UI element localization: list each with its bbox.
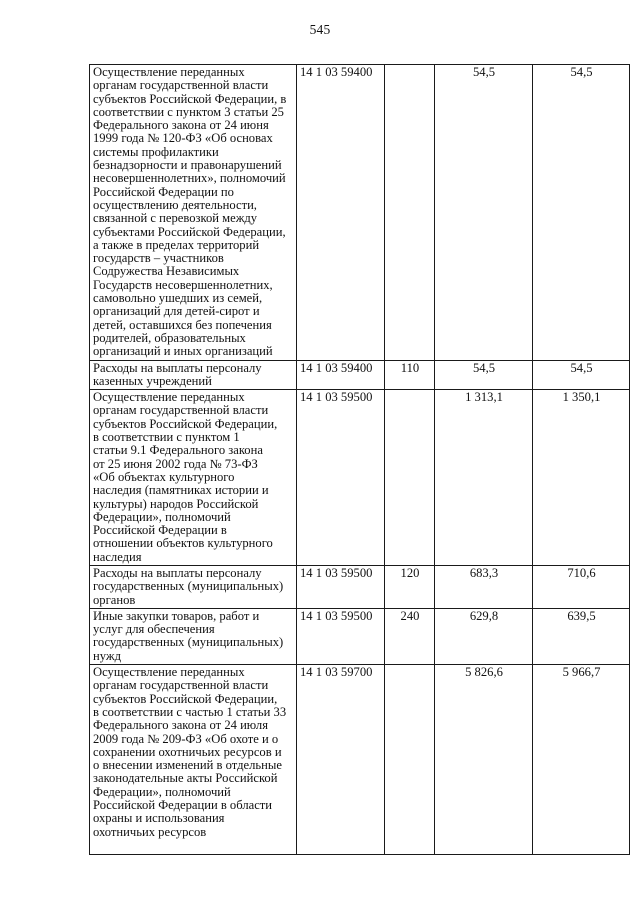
description-line: Российской Федерации в (93, 523, 227, 538)
description-line: Иные закупки товаров, работ и (93, 608, 260, 623)
row-description (90, 608, 297, 664)
description-line: охотничьих ресурсов (93, 824, 207, 839)
description-line: охраны и использования (93, 811, 225, 826)
budget-table (89, 64, 630, 855)
description-line: субъектов Российской Федерации, (93, 416, 278, 431)
target-item-code: 14 1 03 59500 (297, 565, 385, 608)
description-line: нужд (93, 648, 121, 663)
expense-type-code (385, 390, 435, 566)
description-line: осуществлению деятельности, (93, 197, 257, 212)
description-line: Федерации», полномочий (93, 784, 231, 799)
target-item-code: 14 1 03 59700 (297, 665, 385, 855)
amount-first-year: 54,5 (435, 65, 533, 361)
amount-second-year: 710,6 (533, 565, 630, 608)
description-line: Осуществление переданных (93, 65, 245, 79)
description-line: казенных учреждений (93, 373, 212, 388)
description-line: законодательные акты Российской (93, 771, 278, 786)
amount-first-year: 1 313,1 (435, 390, 533, 566)
description-line: органам государственной власти (93, 403, 269, 418)
description-line: наследия (93, 549, 142, 564)
table-row (90, 65, 630, 361)
description-line: субъектами Российской Федерации, (93, 224, 286, 239)
description-line: культуры) народов Российской (93, 496, 259, 511)
row-description (90, 65, 297, 361)
amount-second-year: 54,5 (533, 65, 630, 361)
description-line: субъектов Российской Федерации, (93, 691, 278, 706)
row-description (90, 565, 297, 608)
description-line: органам государственной власти (93, 78, 269, 93)
amount-first-year: 629,8 (435, 608, 533, 664)
description-line: Российской Федерации по (93, 184, 234, 199)
description-line: Федерального закона от 24 июня (93, 118, 269, 133)
target-item-code: 14 1 03 59400 (297, 360, 385, 390)
target-item-code: 14 1 03 59500 (297, 608, 385, 664)
description-line: Федерального закона от 24 июля (93, 718, 268, 733)
expense-type-code: 120 (385, 565, 435, 608)
description-line: органам государственной власти (93, 678, 269, 693)
expense-type-code: 240 (385, 608, 435, 664)
description-line: организаций и иных организаций (93, 344, 273, 359)
description-line: системы профилактики (93, 144, 219, 159)
description-line: государственных (муниципальных) (93, 635, 284, 650)
row-description (90, 665, 297, 855)
expense-type-code (385, 65, 435, 361)
amount-second-year: 5 966,7 (533, 665, 630, 855)
description-line: детей, оставшихся без попечения (93, 317, 272, 332)
description-line: в соответствии с частью 1 статьи 33 (93, 704, 287, 719)
description-line: наследия (памятниках истории и (93, 483, 269, 498)
description-line: «Об объектах культурного (93, 469, 235, 484)
description-line: о внесении изменений в отдельные (93, 758, 282, 773)
amount-second-year: 1 350,1 (533, 390, 630, 566)
page-number: 545 (309, 22, 331, 37)
expense-type-code (385, 665, 435, 855)
description-line: а также в пределах территорий (93, 237, 260, 252)
row-description (90, 360, 297, 390)
description-line: Расходы на выплаты персоналу (93, 360, 262, 375)
description-line: Федерации», полномочий (93, 509, 231, 524)
description-line: отношении объектов культурного (93, 536, 273, 551)
description-line: соответствии с пунктом 3 статьи 25 (93, 104, 284, 119)
description-line: родителей, образовательных (93, 330, 246, 345)
description-line: органов (93, 592, 136, 607)
description-line: в соответствии с пунктом 1 (93, 430, 240, 445)
description-line: безнадзорности и правонарушений (93, 158, 282, 173)
description-line: Содружества Независимых (93, 264, 240, 279)
description-line: связанной с перевозкой между (93, 211, 258, 226)
table-row (90, 565, 630, 608)
description-line: субъектов Российской Федерации, в (93, 91, 287, 106)
expense-type-code: 110 (385, 360, 435, 390)
amount-first-year: 54,5 (435, 360, 533, 390)
description-line: государственных (муниципальных) (93, 579, 284, 594)
amount-second-year: 54,5 (533, 360, 630, 390)
description-line: 2009 года № 209-ФЗ «Об охоте и о (93, 731, 279, 746)
amount-first-year: 683,3 (435, 565, 533, 608)
target-item-code: 14 1 03 59400 (297, 65, 385, 361)
description-line: Осуществление переданных (93, 390, 245, 405)
description-line: 1999 года № 120-ФЗ «Об основах (93, 131, 273, 146)
description-line: от 25 июня 2002 года № 73-ФЗ (93, 456, 258, 471)
description-line: Российской Федерации в области (93, 798, 273, 813)
description-line: организаций для детей-сирот и (93, 304, 260, 319)
table-row (90, 608, 630, 664)
description-line: самовольно ушедших из семей, (93, 291, 263, 306)
table-row (90, 360, 630, 390)
target-item-code: 14 1 03 59500 (297, 390, 385, 566)
description-line: услуг для обеспечения (93, 622, 215, 637)
table-row (90, 390, 630, 566)
description-line: Государств несовершеннолетних, (93, 277, 273, 292)
amount-first-year: 5 826,6 (435, 665, 533, 855)
description-line: Расходы на выплаты персоналу (93, 565, 262, 580)
row-description (90, 390, 297, 566)
description-line: государств – участников (93, 251, 224, 266)
description-line: Осуществление переданных (93, 665, 245, 680)
description-line: статьи 9.1 Федерального закона (93, 443, 263, 458)
description-line: несовершеннолетних», полномочий (93, 171, 286, 186)
amount-second-year: 639,5 (533, 608, 630, 664)
table-row (90, 665, 630, 855)
description-line: сохранении охотничьих ресурсов и (93, 744, 282, 759)
